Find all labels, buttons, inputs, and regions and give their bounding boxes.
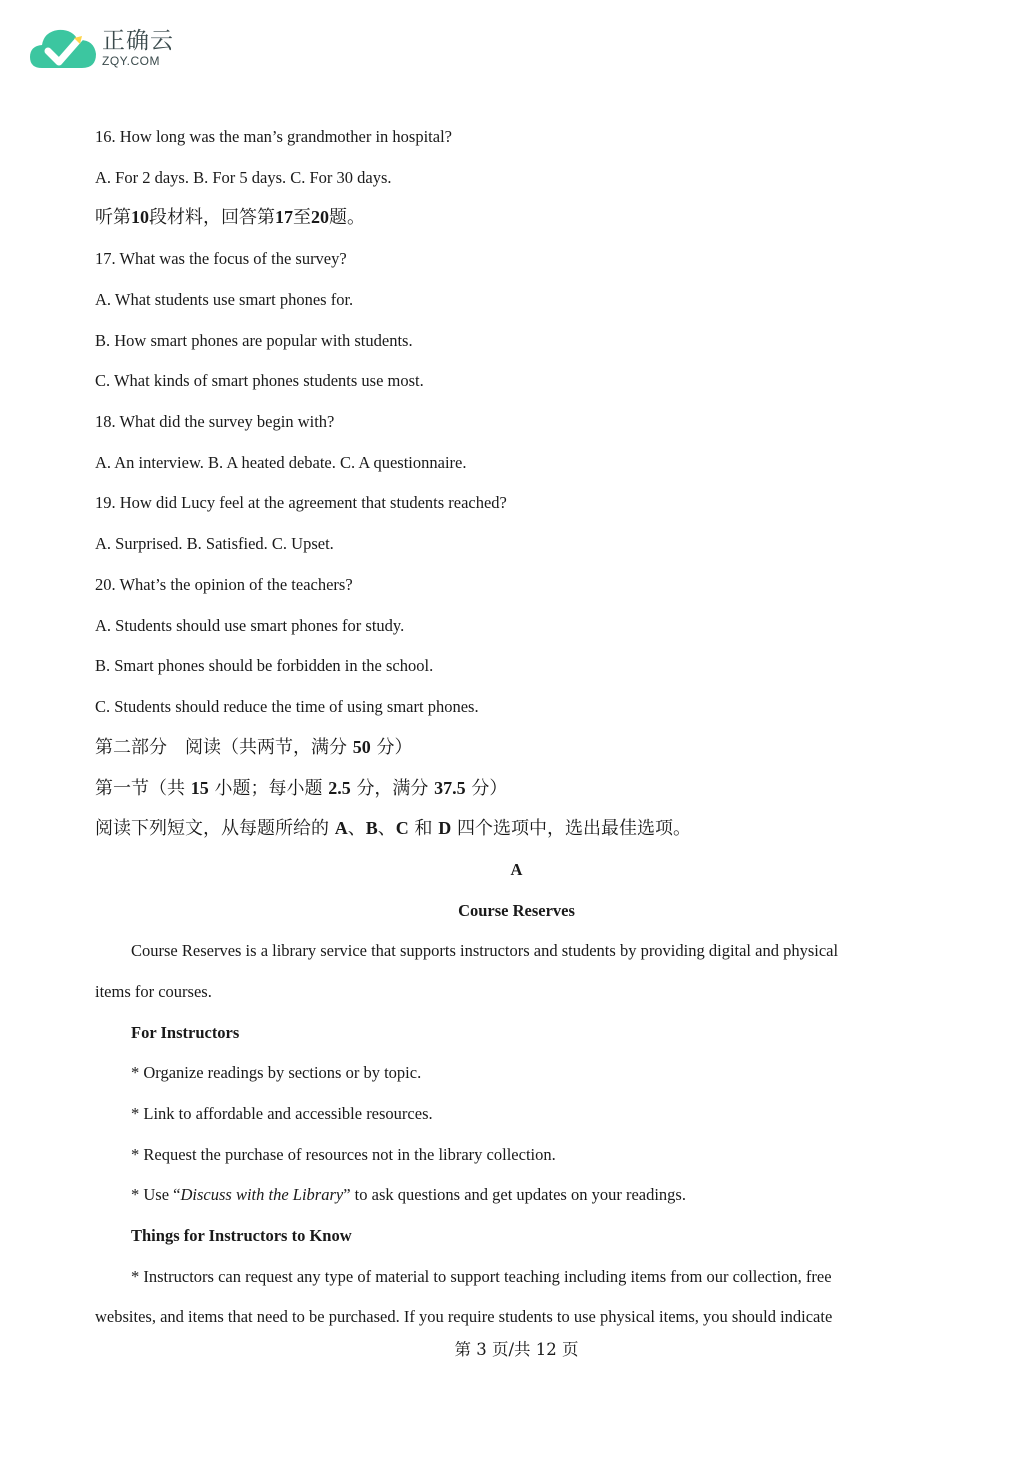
bullet-request: * Request the purchase of resources not in the library collection. <box>131 1145 556 1164</box>
section-1-heading: 第一节（共 15 小题；每小题 2.5 分，满分 37.5 分） <box>95 778 508 799</box>
question-20-option-b: B. Smart phones should be forbidden in the school. <box>95 656 434 675</box>
reading-instruction: 阅读下列短文，从每题所给的 A、B、C 和 D 四个选项中，选出最佳选项。 <box>95 818 691 839</box>
bullet-organize: * Organize readings by sections or by topic. <box>131 1063 422 1082</box>
question-19-options: A. Surprised. B. Satisfied. C. Upset. <box>95 534 334 553</box>
page-number: 第 3 页/共 12 页 <box>454 1340 579 1359</box>
question-16-options: A. For 2 days. B. For 5 days. C. For 30 days. <box>95 168 392 187</box>
bullet-link: * Link to affordable and accessible resources. <box>131 1104 433 1123</box>
paragraph-1-line-1: Course Reserves is a library service that supports instructors and students by providing digital and physical <box>131 941 839 960</box>
logo-text <box>102 28 174 68</box>
question-17-option-a: A. What students use smart phones for. <box>95 290 354 309</box>
question-17-option-c: C. What kinds of smart phones students use most. <box>95 371 424 390</box>
bullet-discuss: * Use “Discuss with the Library” to ask questions and get updates on your readings. <box>131 1185 686 1204</box>
question-17-option-b: B. How smart phones are popular with students. <box>95 331 413 350</box>
question-18: 18. What did the survey begin with? <box>95 412 335 431</box>
question-20-option-a: A. Students should use smart phones for study. <box>95 616 405 635</box>
question-16: 16. How long was the man’s grandmother in hospital? <box>95 127 452 146</box>
question-20: 20. What’s the opinion of the teachers? <box>95 575 353 594</box>
logo-en: ZQY.COM <box>102 54 160 68</box>
know-line-2: websites, and items that need to be purchased. If you require students to use physical items, you should indicate <box>95 1307 833 1326</box>
logo-cn: 正确云 <box>102 28 174 54</box>
heading-things-to-know: Things for Instructors to Know <box>131 1226 352 1245</box>
part-2-heading: 第二部分 阅读（共两节，满分 50 分） <box>95 737 413 758</box>
instruction-material-10: 听第10段材料，回答第17至20题。 <box>95 207 365 228</box>
heading-for-instructors: For Instructors <box>131 1023 240 1042</box>
question-18-options: A. An interview. B. A heated debate. C. A questionnaire. <box>95 453 467 472</box>
paragraph-1-line-2: items for courses. <box>95 982 212 1001</box>
question-20-option-c: C. Students should reduce the time of using smart phones. <box>95 697 479 716</box>
know-line-1: * Instructors can request any type of material to support teaching including items from our collection, free <box>131 1267 832 1286</box>
passage-letter: A <box>510 860 523 879</box>
passage-title: Course Reserves <box>458 901 575 920</box>
question-17: 17. What was the focus of the survey? <box>95 249 347 268</box>
question-19: 19. How did Lucy feel at the agreement that students reached? <box>95 493 507 512</box>
